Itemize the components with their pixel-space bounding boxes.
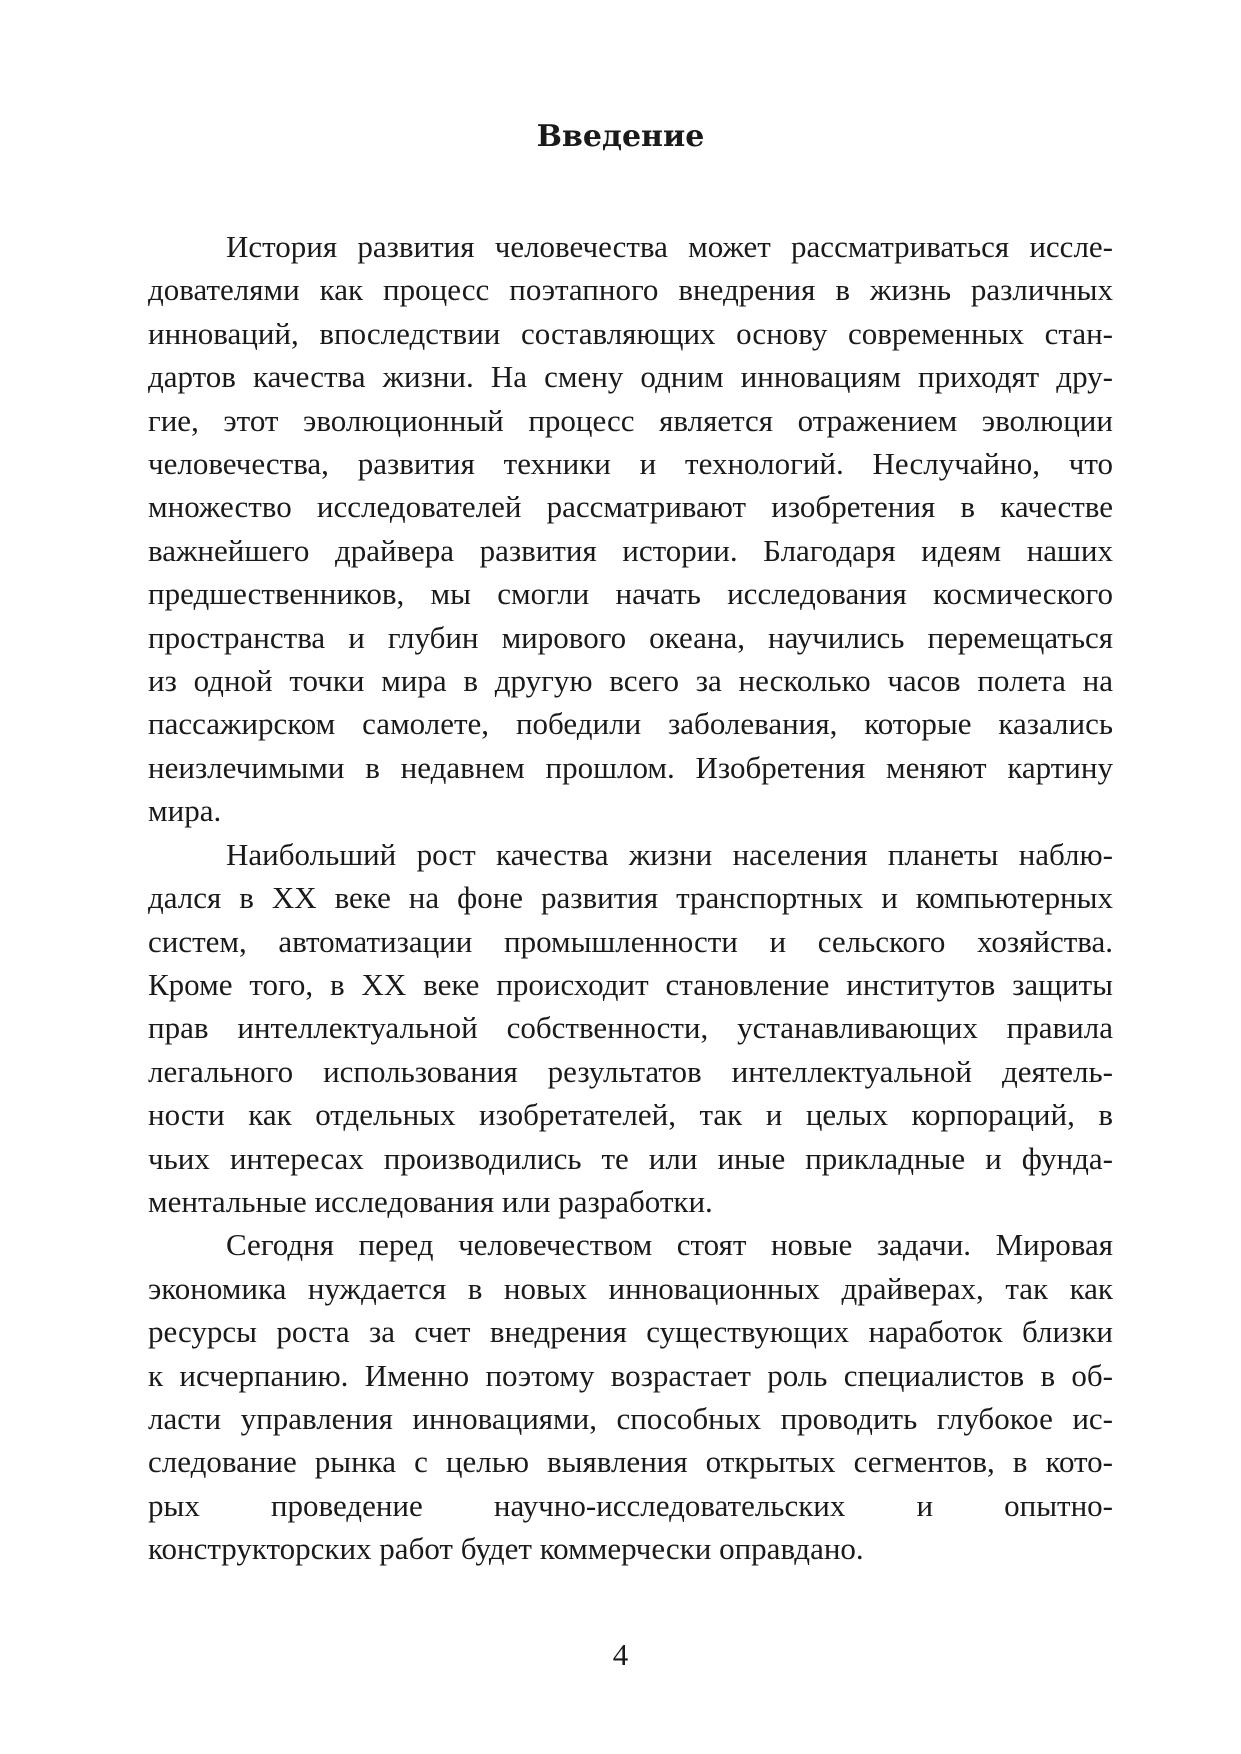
body-text bbox=[148, 225, 1113, 1571]
text-line: мира. bbox=[148, 793, 222, 829]
text-line: пассажирском самолете, победили заболевания, которые казались bbox=[148, 706, 1113, 742]
page-title: Введение bbox=[536, 119, 705, 154]
text-line: дартов качества жизни. На смену одним инновациям приходят дру- bbox=[148, 359, 1113, 395]
text-line: предшественников, мы смогли начать исследования космического bbox=[148, 576, 1113, 612]
text-line: ности как отдельных изобретателей, так и целых корпораций, в bbox=[148, 1097, 1113, 1133]
text-line: экономика нуждается в новых инновационных драйверах, так как bbox=[148, 1270, 1113, 1306]
text-line: дователями как процесс поэтапного внедрения в жизнь различных bbox=[148, 272, 1113, 308]
text-line: ласти управления инновациями, способных проводить глубокое ис- bbox=[148, 1400, 1113, 1436]
text-line: Кроме того, в XX веке происходит становление институтов защиты bbox=[148, 966, 1113, 1002]
paragraph-2 bbox=[148, 833, 1113, 1224]
text-line: к исчерпанию. Именно поэтому возрастает роль специалистов в об- bbox=[148, 1357, 1113, 1393]
text-line: гие, этот эволюционный процесс является отражением эволюции bbox=[148, 402, 1113, 438]
text-line: инноваций, впоследствии составляющих основу современных стан- bbox=[148, 315, 1113, 351]
text-line: неизлечимыми в недавнем прошлом. Изобретения меняют картину bbox=[148, 749, 1113, 785]
page-number: 4 bbox=[612, 1637, 629, 1672]
text-line: конструкторских работ будет коммерчески оправдано. bbox=[148, 1531, 864, 1567]
text-line: Сегодня перед человечеством стоят новые задачи. Мировая bbox=[226, 1227, 1113, 1263]
text-line: систем, автоматизации промышленности и сельского хозяйства. bbox=[148, 923, 1113, 959]
text-line: История развития человечества может рассматриваться иссле- bbox=[226, 229, 1113, 264]
text-line: дался в XX веке на фоне развития транспортных и компьютерных bbox=[148, 880, 1113, 916]
text-line: человечества, развития техники и технологий. Неслучайно, что bbox=[148, 446, 1113, 482]
text-line: легального использования результатов интеллектуальной деятель- bbox=[148, 1053, 1113, 1089]
text-line: пространства и глубин мирового океана, научились перемещаться bbox=[148, 619, 1113, 655]
text-line: рых проведение научно-исследовательских и опытно- bbox=[148, 1487, 1113, 1523]
paragraph-3 bbox=[148, 1223, 1113, 1570]
text-line: важнейшего драйвера развития истории. Благодаря идеям наших bbox=[148, 532, 1113, 568]
paragraph-1 bbox=[148, 225, 1113, 833]
text-line: множество исследователей рассматривают изобретения в качестве bbox=[148, 489, 1113, 525]
text-line: следование рынка с целью выявления открытых сегментов, в кото- bbox=[148, 1444, 1113, 1480]
text-line: чьих интересах производились те или иные прикладные и фунда- bbox=[148, 1140, 1113, 1176]
text-line: Наибольший рост качества жизни населения планеты наблю- bbox=[226, 836, 1113, 872]
text-line: из одной точки мира в другую всего за несколько часов полета на bbox=[148, 663, 1113, 699]
text-line: ресурсы роста за счет внедрения существующих наработок близки bbox=[148, 1314, 1113, 1350]
text-line: прав интеллектуальной собственности, устанавливающих правила bbox=[148, 1010, 1113, 1046]
text-line: ментальные исследования или разработки. bbox=[148, 1183, 713, 1219]
